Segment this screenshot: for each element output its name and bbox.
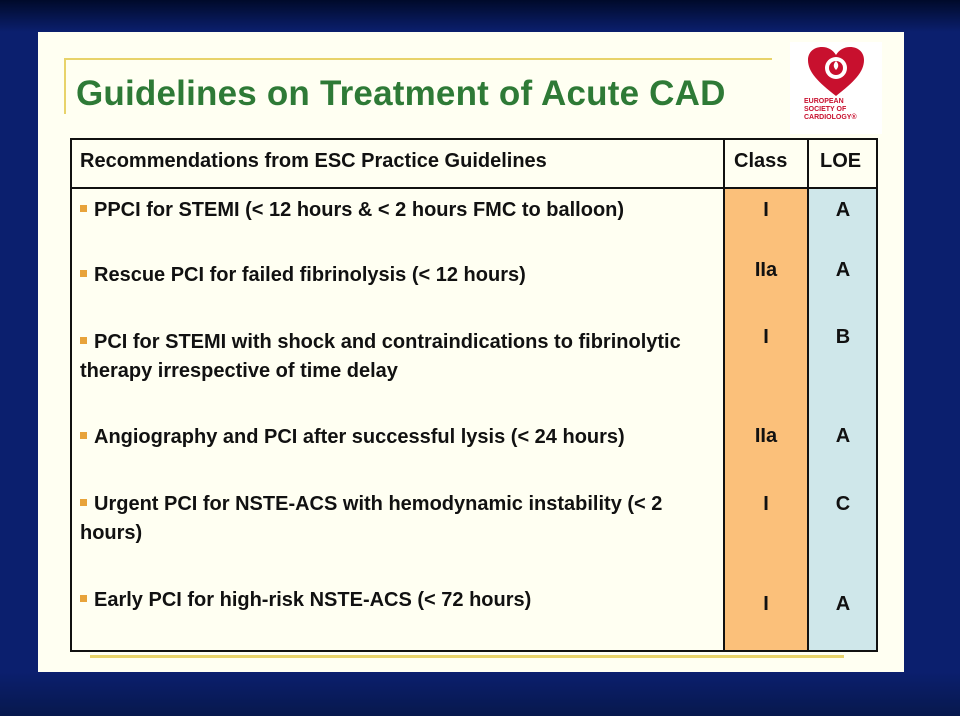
table-border-top xyxy=(70,138,878,140)
logo-line: EUROPEAN xyxy=(804,98,844,105)
row-loe: A xyxy=(835,199,851,221)
bottom-rule xyxy=(90,655,844,658)
row-text: PPCI for STEMI (< 12 hours & < 2 hours FMC to balloon) xyxy=(94,199,625,221)
logo-text xyxy=(804,98,880,122)
row-loe: A xyxy=(835,259,851,281)
bullet-icon xyxy=(80,205,87,212)
logo-line: SOCIETY OF xyxy=(804,106,847,113)
background-bottom xyxy=(0,672,960,716)
row-text: PCI for STEMI with shock and contraindications to fibrinolytic therapy irrespective of time delay xyxy=(80,331,681,382)
table-row xyxy=(80,261,720,290)
slide-title: Guidelines on Treatment of Acute CAD xyxy=(76,74,726,113)
class-column-background xyxy=(724,188,808,652)
bullet-icon xyxy=(80,499,87,506)
bullet-icon xyxy=(80,270,87,277)
row-class: I xyxy=(763,326,769,348)
table-row xyxy=(80,328,720,386)
row-text: Angiography and PCI after successful lysis (< 24 hours) xyxy=(94,426,625,448)
esc-logo xyxy=(790,42,882,134)
heart-logo-icon xyxy=(806,46,866,98)
bullet-icon xyxy=(80,432,87,439)
bullet-icon xyxy=(80,337,87,344)
table-row xyxy=(80,196,720,225)
background-top xyxy=(0,0,960,32)
table-row xyxy=(80,490,720,548)
row-class: I xyxy=(763,593,769,615)
title-rule-horizontal xyxy=(64,58,772,60)
table-row xyxy=(80,586,720,615)
table-row xyxy=(80,423,720,452)
row-class: I xyxy=(763,199,769,221)
row-class: IIa xyxy=(754,425,778,447)
header-class: Class xyxy=(734,150,788,172)
logo-line: CARDIOLOGY® xyxy=(804,114,857,121)
table-border-bottom xyxy=(70,650,878,652)
row-class: I xyxy=(763,493,769,515)
header-loe: LOE xyxy=(820,150,862,172)
row-text: Early PCI for high-risk NSTE-ACS (< 72 hours) xyxy=(94,589,532,611)
row-text: Rescue PCI for failed fibrinolysis (< 12 hours) xyxy=(94,264,526,286)
title-rule-vertical xyxy=(64,58,66,114)
table-header-divider xyxy=(70,187,878,189)
header-recommendations: Recommendations from ESC Practice Guidelines xyxy=(80,150,547,172)
loe-column-background xyxy=(808,188,878,652)
row-loe: A xyxy=(835,593,851,615)
table-border-left xyxy=(70,138,72,652)
row-loe: C xyxy=(835,493,851,515)
row-class: IIa xyxy=(754,259,778,281)
row-loe: A xyxy=(835,425,851,447)
bullet-icon xyxy=(80,595,87,602)
row-text: Urgent PCI for NSTE-ACS with hemodynamic instability (< 2 hours) xyxy=(80,493,663,544)
row-loe: B xyxy=(835,326,851,348)
recommendations-table xyxy=(70,138,878,652)
